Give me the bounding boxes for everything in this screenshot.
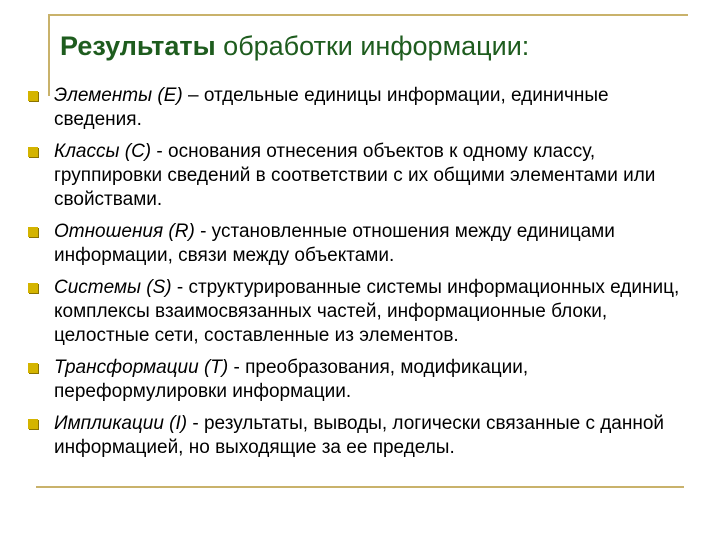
bottom-rule [36, 486, 684, 488]
square-bullet-icon [28, 283, 38, 293]
title-rest: обработки информации: [215, 31, 530, 61]
square-bullet-icon [28, 363, 38, 373]
item-term: Системы (S) [54, 277, 172, 298]
square-bullet-icon [28, 147, 38, 157]
item-term: Классы (C) [54, 141, 152, 162]
list-item [20, 412, 700, 460]
item-term: Импликации (I) [54, 413, 188, 434]
list-item [20, 84, 700, 132]
list-item [20, 276, 700, 348]
item-term: Элементы (E) [54, 85, 183, 106]
bullet-list [20, 84, 700, 468]
item-term: Трансформации (T) [54, 357, 229, 378]
item-text: - структурированные системы информационных единиц, комплексы взаимосвязанных частей, информационные блоки, целостные сети, составленные из элементов. [54, 277, 680, 346]
item-text: – отдельные единицы информации, единичные сведения. [54, 85, 609, 130]
title-bold: Результаты [60, 31, 216, 61]
square-bullet-icon [28, 91, 38, 101]
list-item [20, 140, 700, 212]
top-rule [48, 14, 688, 16]
square-bullet-icon [28, 227, 38, 237]
item-text: - установленные отношения между единицами информации, связи между объектами. [54, 221, 615, 266]
item-term: Отношения (R) [54, 221, 195, 242]
item-text: - результаты, выводы, логически связанные с данной информацией, но выходящие за ее пределы. [54, 413, 665, 458]
square-bullet-icon [28, 419, 38, 429]
item-text: - преобразования, модификации, переформулировки информации. [54, 357, 529, 402]
list-item [20, 220, 700, 268]
slide-title [60, 28, 680, 64]
list-item [20, 356, 700, 404]
item-text: - основания отнесения объектов к одному классу, группировки сведений в соответствии с их общими элементами или свойствами. [54, 141, 656, 210]
